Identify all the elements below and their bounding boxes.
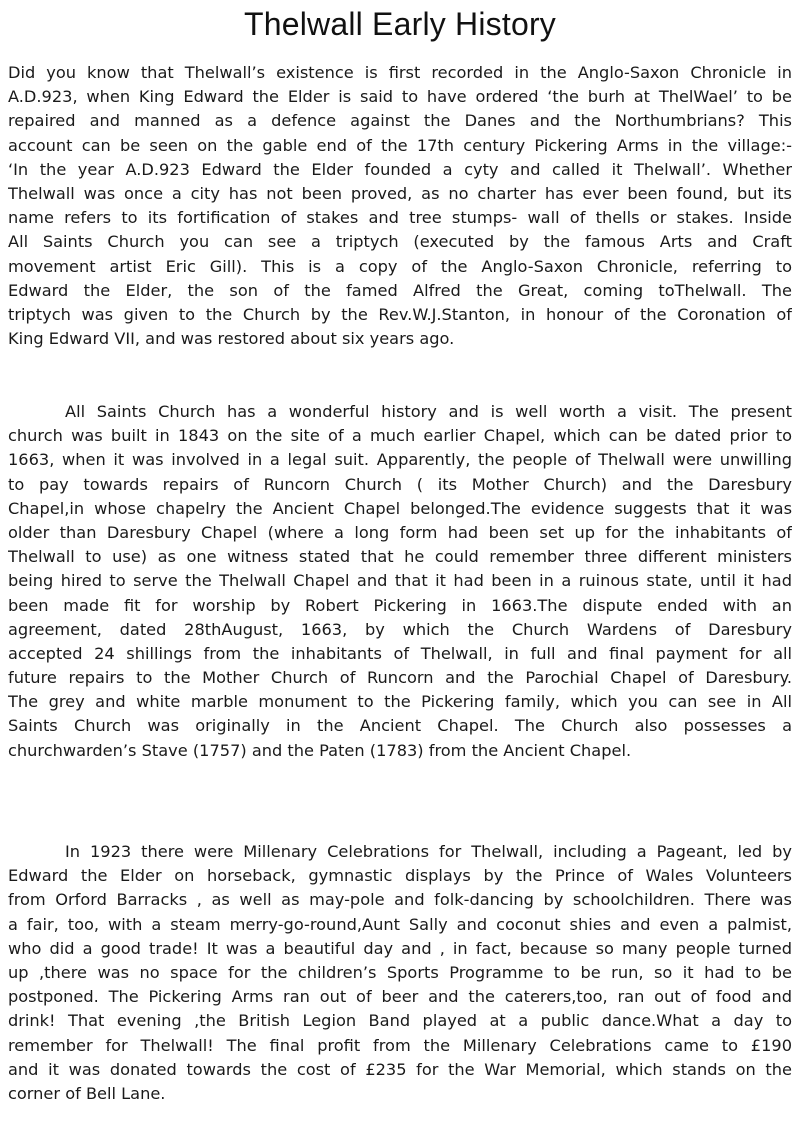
text-line: postponed. The Pickering Arms ran out of beer and the caterers,too, ran out of food and [8, 987, 792, 1007]
text-line: The grey and white marble monument to the Pickering family, which you can see in All [8, 692, 792, 712]
text-line: account can be seen on the gable end of the 17th century Pickering Arms in the village:- [8, 135, 792, 155]
text-line: 1663, when it was involved in a legal suit. Apparently, the people of Thelwall were unwilling [8, 450, 792, 470]
text-line: repaired and manned as a defence against the Danes and the Northumbrians? This [8, 111, 792, 131]
text-line: churchwarden’s Stave (1757) and the Paten (1783) from the Ancient Chapel. [8, 740, 632, 760]
text-line: Chapel,in whose chapelry the Ancient Chapel belonged.The evidence suggests that it was [8, 498, 792, 518]
text-line: and it was donated towards the cost of £235 for the War Memorial, which stands on the [8, 1059, 792, 1079]
text-line: Edward the Elder, the son of the famed Alfred the Great, coming toThelwall. The [8, 280, 792, 300]
text-line: movement artist Eric Gill). This is a copy of the Anglo-Saxon Chronicle, referring to [8, 256, 792, 276]
text-line: to pay towards repairs of Runcorn Church ( its Mother Church) and the Daresbury [8, 474, 792, 494]
text-line: Edward the Elder on horseback, gymnastic displays by the Prince of Wales Volunteers [8, 866, 792, 886]
text-line: A.D.923, when King Edward the Elder is said to have ordered ‘the burh at ThelWael’ to be [8, 87, 792, 107]
text-line: from Orford Barracks , as well as may-pole and folk-dancing by schoolchildren. There was [8, 890, 792, 910]
text-line: agreement, dated 28thAugust, 1663, by which the Church Wardens of Daresbury [8, 619, 792, 639]
text-line: up ,there was no space for the children’s Sports Programme to be run, so it had to be [8, 962, 792, 982]
text-line: name refers to its fortification of stakes and tree stumps- wall of thells or stakes. Inside [8, 208, 792, 228]
text-line: Thelwall was once a city has not been proved, as no charter has ever been found, but its [8, 183, 792, 203]
text-line: ‘In the year A.D.923 Edward the Elder founded a cyty and called it Thelwall’. Whether [8, 159, 792, 179]
text-line: older than Daresbury Chapel (where a long form had been set up for the inhabitants of [8, 522, 792, 542]
text-line: accepted 24 shillings from the inhabitants of Thelwall, in full and final payment for all [8, 643, 792, 663]
text-line: All Saints Church has a wonderful history and is well worth a visit. The present [65, 402, 792, 421]
text-line: remember for Thelwall! The final profit from the Millenary Celebrations came to £190 [8, 1035, 792, 1055]
text-line: triptych was given to the Church by the Rev.W.J.Stanton, in honour of the Coronation of [8, 304, 792, 324]
text-line: a fair, too, with a steam merry-go-round,Aunt Sally and coconut shies and even a palmist, [8, 914, 792, 934]
text-line: future repairs to the Mother Church of Runcorn and the Parochial Chapel of Daresbury. [8, 668, 792, 688]
paragraph-intro [8, 61, 792, 351]
text-line: All Saints Church you can see a triptych (executed by the famous Arts and Craft [8, 232, 792, 252]
text-line: drink! That evening ,the British Legion Band played at a public dance.What a day to [8, 1011, 792, 1031]
text-line: Thelwall to use) as one witness stated that he could remember three different ministers [8, 547, 792, 567]
paragraph-church-history [8, 400, 792, 763]
text-line: who did a good trade! It was a beautiful day and , in fact, because so many people turned [8, 938, 792, 958]
text-line: Saints Church was originally in the Ancient Chapel. The Church also possesses a [8, 716, 792, 736]
text-line: King Edward VII, and was restored about six years ago. [8, 329, 455, 349]
text-line: In 1923 there were Millenary Celebrations for Thelwall, including a Pageant, led by [65, 842, 792, 861]
text-line: Did you know that Thelwall’s existence is first recorded in the Anglo-Saxon Chronicle in [8, 63, 792, 82]
paragraph-millenary [8, 840, 792, 1106]
text-line: corner of Bell Lane. [8, 1083, 166, 1103]
text-line: church was built in 1843 on the site of a much earlier Chapel, which can be dated prior to [8, 426, 792, 446]
page-title: Thelwall Early History [243, 6, 557, 42]
text-line: being hired to serve the Thelwall Chapel and that it had been in a ruinous state, until it had [8, 571, 792, 591]
text-line: been made fit for worship by Robert Pickering in 1663.The dispute ended with an [8, 595, 792, 615]
